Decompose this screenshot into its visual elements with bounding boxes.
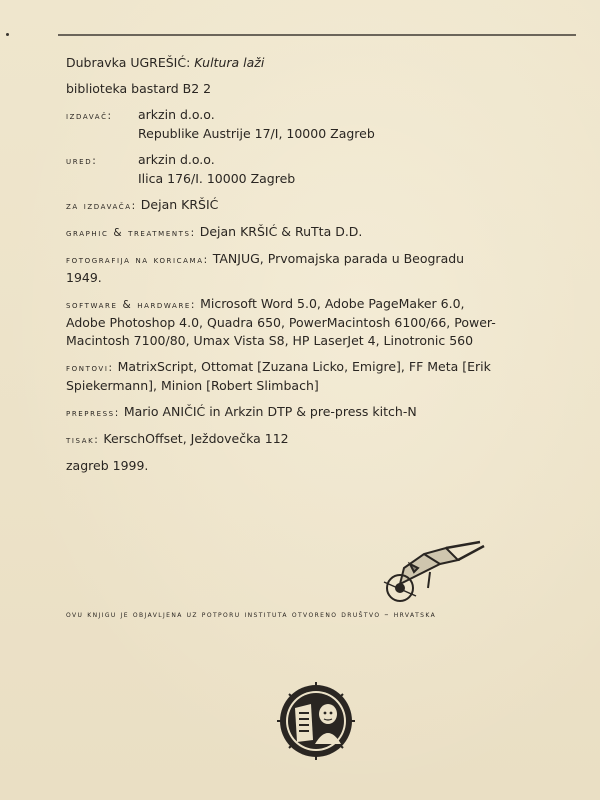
office-label: ured: — [66, 155, 98, 167]
prepress-label: prepress: — [66, 407, 120, 419]
print-value: KerschOffset, Ježdovečka 112 — [103, 431, 289, 446]
author-title-line — [66, 54, 578, 72]
series-line: biblioteka bastard B2 2 — [66, 81, 212, 96]
software-line-2: Adobe Photoshop 4.0, Quadra 650, PowerMacintosh 6100/66, Power- — [66, 315, 496, 330]
book-title: Kultura laži — [194, 55, 265, 70]
publisher-seal-icon — [277, 682, 355, 760]
fonts-line-1: MatrixScript, Ottomat [Zuzana Licko, Emigre], FF Meta [Erik — [117, 359, 491, 374]
publisher-name: arkzin d.o.o. — [138, 107, 215, 122]
graphic-label: graphic & treatments: — [66, 227, 196, 239]
fonts-line-2: Spiekermann], Minion [Robert Slimbach] — [66, 378, 319, 393]
print-entry — [66, 430, 578, 449]
prepress-value: Mario ANIČIĆ in Arkzin DTP & pre-press kitch-N — [123, 404, 417, 419]
wheelbarrow-icon — [380, 538, 490, 608]
office-address: Ilica 176/I. 10000 Zagreb — [138, 171, 296, 186]
software-line-1: Microsoft Word 5.0, Adobe PageMaker 6.0, — [200, 296, 465, 311]
publisher-entry — [66, 106, 578, 143]
cover-photo-value-2: 1949. — [66, 270, 102, 285]
author-name: Dubravka UGREŠIĆ: — [66, 55, 191, 70]
corner-mark — [6, 33, 9, 36]
fonts-entry — [66, 358, 578, 395]
publisher-address: Republike Austrije 17/I, 10000 Zagreb — [138, 126, 375, 141]
office-name: arkzin d.o.o. — [138, 152, 215, 167]
prepress-entry — [66, 403, 578, 422]
for-publisher-entry — [66, 196, 578, 215]
publisher-label: izdavač: — [66, 110, 113, 122]
support-note: ovu knjigu je objavljena uz potporu instituta otvoreno društvo – hrvatska — [66, 610, 437, 619]
top-rule — [58, 34, 576, 36]
colophon-text — [66, 54, 578, 483]
software-label: software & hardware: — [66, 299, 197, 311]
for-publisher-label: za izdavača: — [66, 200, 137, 212]
fonts-label: fontovi: — [66, 362, 114, 374]
software-entry — [66, 295, 578, 350]
cover-photo-label: fotografija na koricama: — [66, 254, 209, 266]
for-publisher-value: Dejan KRŠIĆ — [140, 197, 219, 212]
place-year: zagreb 1999. — [66, 458, 149, 473]
graphic-entry — [66, 223, 578, 242]
print-label: tisak: — [66, 434, 100, 446]
software-line-3: Macintosh 7100/80, Umax Vista S8, HP LaserJet 4, Linotronic 560 — [66, 333, 474, 348]
cover-photo-value-1: TANJUG, Prvomajska parada u Beogradu — [212, 251, 465, 266]
office-entry — [66, 151, 578, 188]
graphic-value: Dejan KRŠIĆ & RuTta D.D. — [199, 224, 363, 239]
cover-photo-entry — [66, 250, 578, 287]
